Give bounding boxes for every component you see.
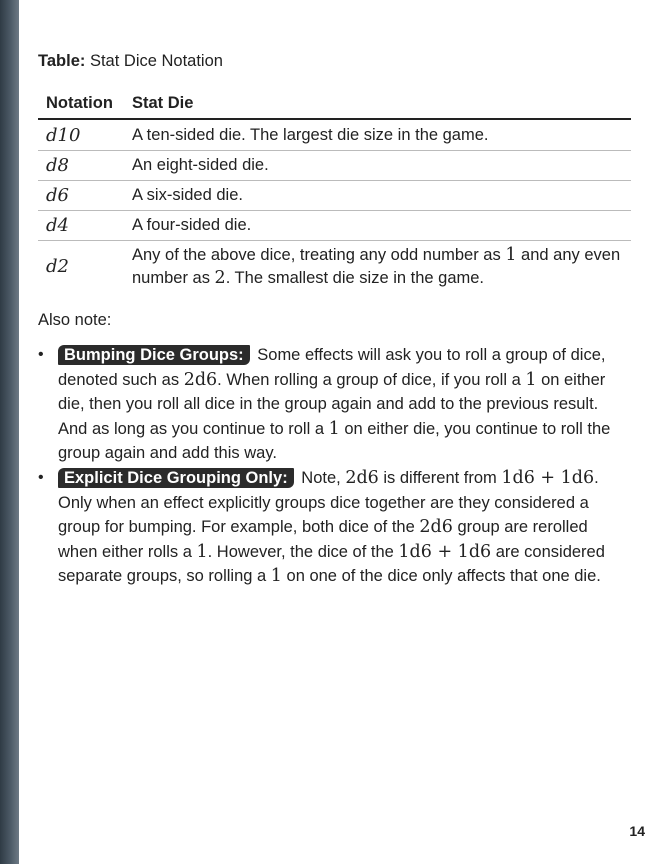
table-row <box>38 241 631 293</box>
math-expression: 2d6 <box>345 467 379 488</box>
table-row <box>38 119 631 151</box>
note-text: . Only when an effect explicitly groups dice together are they considered a group for bumping. For example, both dice of the <box>58 468 599 537</box>
note-text: Some effects will ask you to roll a group of dice, denoted such as <box>58 346 606 389</box>
header-stat-die: Stat Die <box>124 88 631 119</box>
book-spine <box>0 0 19 864</box>
note-text: Note, <box>296 468 346 487</box>
table-row <box>38 211 631 241</box>
math-number: 1 <box>505 244 517 265</box>
notation-cell: d10 <box>38 119 124 151</box>
desc-part: Any of the above dice, treating any odd number as <box>132 245 506 264</box>
notation-cell: d6 <box>38 181 124 211</box>
notation-cell: d2 <box>46 256 69 277</box>
math-number: 2 <box>214 267 226 288</box>
math-expression: 2d6 <box>419 517 453 538</box>
note-text: on either die, then you roll all dice in the group again and add to the previous result. And as long as you continue to roll a <box>58 370 606 438</box>
page-number: 14 <box>629 823 645 839</box>
table-header-row <box>38 88 631 119</box>
math-number: 1 <box>270 566 282 587</box>
note-text: is different from <box>378 468 502 487</box>
also-note-text: Also note: <box>38 311 112 329</box>
list-item <box>38 343 631 466</box>
notes-list <box>38 343 631 589</box>
stat-die-cell: An eight-sided die. <box>124 151 631 181</box>
math-expression: 2d6 <box>183 369 218 390</box>
stat-die-cell: A six-sided die. <box>124 181 631 211</box>
math-number: 1 <box>196 541 208 562</box>
explicit-dice-grouping-tag: Explicit Dice Grouping Only: <box>58 468 294 488</box>
note-text: on one of the dice only affects that one die. <box>281 567 601 586</box>
stat-dice-table <box>38 88 631 292</box>
bullet-icon: • <box>38 468 44 486</box>
bullet-icon: • <box>38 346 44 363</box>
math-expression: 1d6 + 1d6 <box>398 541 492 562</box>
math-expression: 1d6 + 1d6 <box>501 467 595 488</box>
desc-part: and any even number as <box>132 245 621 287</box>
stat-die-cell: A four-sided die. <box>124 211 631 241</box>
table-row <box>38 181 631 211</box>
bumping-dice-groups-tag: Bumping Dice Groups: <box>58 345 250 365</box>
note-text: group are rerolled when either rolls a <box>58 518 588 561</box>
note-text: are considered separate groups, so rolling a <box>58 542 605 586</box>
list-item <box>38 466 631 589</box>
table-row <box>38 151 631 181</box>
header-notation: Notation <box>38 88 124 119</box>
math-number: 1 <box>525 369 537 390</box>
table-caption <box>38 52 223 71</box>
note-text: . When rolling a group of dice, if you roll a <box>217 370 526 389</box>
note-text: on either die, you continue to roll the group again and add this way. <box>58 419 611 463</box>
stat-die-cell <box>124 241 631 293</box>
desc-part: . The smallest die size in the game. <box>225 268 485 287</box>
stat-die-cell: A ten-sided die. The largest die size in the game. <box>124 119 631 151</box>
note-text: . However, the dice of the <box>207 542 399 561</box>
math-number: 1 <box>328 418 340 439</box>
caption-label: Table: <box>38 52 86 70</box>
caption-text: Stat Dice Notation <box>89 52 223 70</box>
notation-cell: d4 <box>38 211 124 241</box>
notation-cell: d8 <box>38 151 124 181</box>
